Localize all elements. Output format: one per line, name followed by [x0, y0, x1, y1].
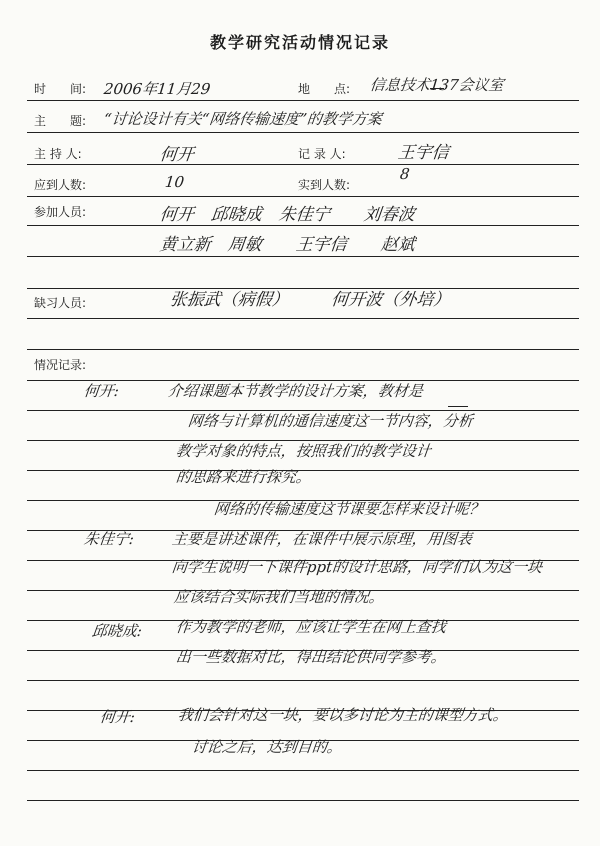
record-label: 情况记录:: [34, 358, 87, 372]
expected-count-value: 10: [164, 173, 186, 191]
participants-line-1: 何开 邱晓成 朱佳宁 刘春波: [158, 205, 416, 225]
record-speaker: 邱晓成:: [91, 622, 143, 640]
recorder-label: 记 录 人:: [298, 147, 346, 161]
time-label: 时 间:: [34, 82, 87, 96]
rule: [27, 349, 579, 350]
rule: [27, 164, 579, 165]
topic-label: 主 题:: [34, 114, 87, 128]
rule: [27, 225, 579, 226]
time-value: 2006年11月29: [103, 80, 212, 98]
rule: [27, 318, 579, 319]
actual-count-value: 8: [399, 165, 411, 183]
rule: [27, 256, 579, 257]
place-label: 地 点:: [298, 82, 351, 96]
record-speaker: 何开:: [99, 708, 136, 726]
recorder-value: 王宇信: [396, 143, 450, 163]
strike-mark: [430, 88, 444, 89]
record-line: 我们会针对这一块，要以多讨论为主的课型方式。: [177, 706, 509, 724]
record-line: 出一些数据对比，得出结论供同学参考。: [175, 648, 447, 666]
record-line: 介绍课题本节教学的设计方案，教材是: [167, 382, 424, 400]
rule: [27, 680, 579, 681]
form-title: 教学研究活动情况记录: [209, 33, 390, 52]
record-line: 讨论之后，达到目的。: [191, 738, 343, 756]
record-line: 主要是讲述课件，在课件中展示原理，用图表: [171, 530, 473, 548]
rule: [27, 800, 579, 801]
rule: [27, 196, 579, 197]
rule: [27, 770, 579, 771]
participants-label: 参加人员:: [34, 205, 87, 219]
record-line: 教学对象的特点，按照我们的教学设计: [175, 442, 432, 460]
place-value: 信息技术137会议室: [369, 76, 505, 94]
rule: [27, 100, 579, 101]
record-line: 网络的传输速度这节课要怎样来设计呢？: [213, 500, 485, 518]
record-speaker: 朱佳宁:: [83, 530, 135, 548]
record-speaker: 何开:: [83, 382, 120, 400]
host-label: 主 持 人:: [34, 147, 82, 161]
record-line: 应该结合实际我们当地的情况。: [173, 588, 385, 606]
strike-mark: [448, 406, 468, 407]
record-line: 的思路来进行探究。: [175, 468, 312, 486]
record-line: 向学生说明一下课件ppt的设计思路，同学们认为这一块: [171, 558, 544, 576]
host-value: 何开: [158, 145, 195, 165]
absent-value: 张振武（病假） 何开波（外培）: [168, 290, 452, 310]
topic-value: “讨论设计有关“网络传输速度”的教学方案: [103, 110, 383, 128]
record-line: 作为教学的老师，应该让学生在网上查找: [175, 618, 447, 636]
participants-line-2: 黄立新 周敏 王宇信 赵斌: [158, 235, 416, 255]
record-line: 网络与计算机的通信速度这一节内容，分析: [187, 412, 474, 430]
rule: [27, 132, 579, 133]
actual-count-label: 实到人数:: [298, 178, 351, 192]
expected-count-label: 应到人数:: [34, 178, 87, 192]
absent-label: 缺习人员:: [34, 296, 87, 310]
